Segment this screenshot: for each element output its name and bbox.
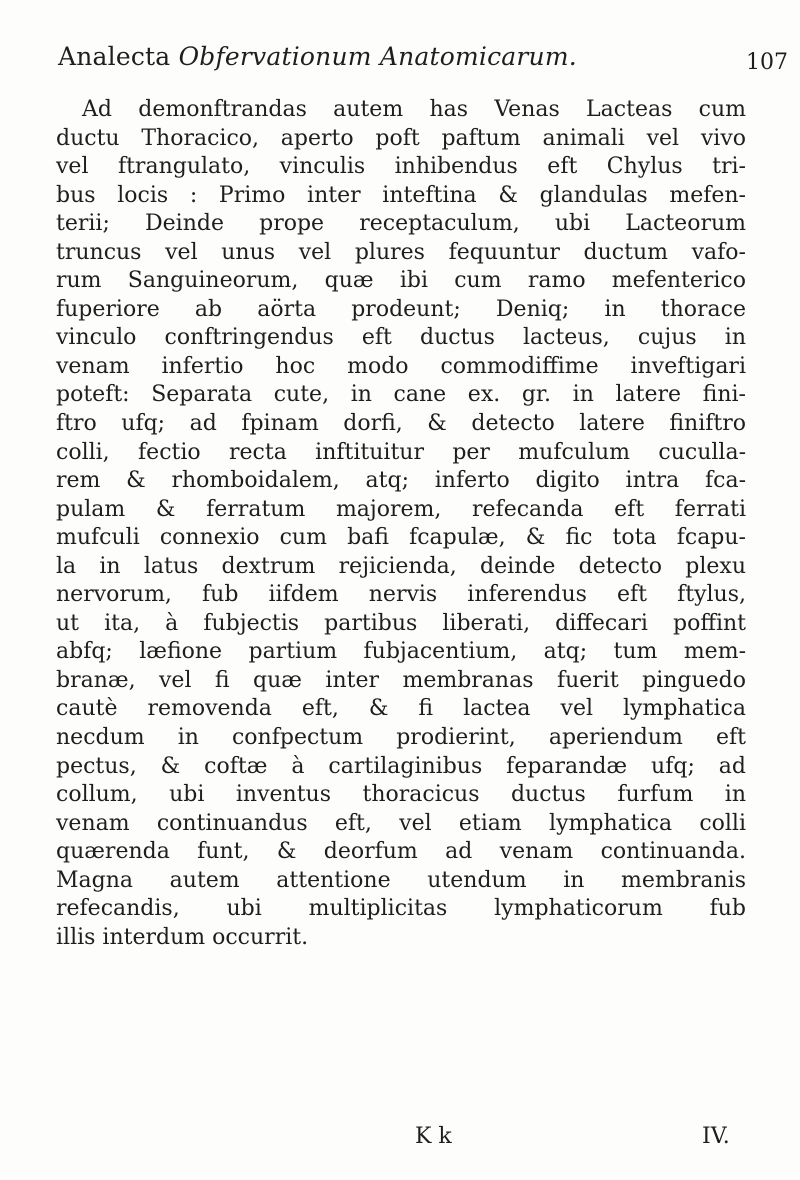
page-footer [0,1124,800,1156]
text-line: ut ita, à fubjectis partibus liberati, diffecari poffint [56,610,746,636]
text-line: pulam & ferratum majorem, refecanda eft ferrati [56,496,746,522]
catchword: IV. [702,1124,730,1149]
text-line: terii; Deinde prope receptaculum, ubi Lacteorum [56,211,746,237]
page-number: 107 [746,50,788,75]
text-line: cautè removenda eft, & fi lactea vel lymphatica [56,696,746,722]
text-line: illis interdum occurrit. [56,924,309,950]
text-line: nervorum, fub iifdem nervis inferendus eft ftylus, [56,582,746,608]
text-line: mufculi connexio cum bafi fcapulæ, & fic tota fcapu- [56,525,746,551]
running-title [58,42,577,71]
text-line: vinculo conftringendus eft ductus lacteus, cujus in [56,325,746,351]
text-line: truncus vel unus vel plures fequuntur ductum vafo- [56,239,746,265]
running-title-italic: Obfervationum Anatomicarum. [178,42,577,71]
text-line: Magna autem attentione utendum in membranis [56,867,746,893]
text-line: poteft: Separata cute, in cane ex. gr. in latere fini- [56,382,746,408]
page-header [58,42,788,88]
text-line: venam continuandus eft, vel etiam lymphatica colli [56,810,746,836]
text-line: necdum in confpectum prodierint, aperiendum eft [56,725,746,751]
text-line: vel ftrangulato, vinculis inhibendus eft Chylus tri- [56,154,746,180]
text-line: collum, ubi inventus thoracicus ductus furfum in [56,782,746,808]
text-line: abfq; læfione partium fubjacentium, atq; tum mem- [56,639,746,665]
text-line: la in latus dextrum rejicienda, deinde detecto plexu [56,553,746,579]
text-line: ftro ufq; ad fpinam dorfi, & detecto latere finiftro [56,411,746,437]
text-line: fuperiore ab aörta prodeunt; Deniq; in thorace [56,296,746,322]
text-line: colli, fectio recta inftituitur per mufculum cuculla- [56,439,746,465]
text-line: rem & rhomboidalem, atq; inferto digito intra fca- [56,468,746,494]
text-line: Ad demonftrandas autem has Venas Lacteas cum [82,97,746,122]
text-line: quærenda funt, & deorfum ad venam continuanda. [56,839,746,865]
text-line: refecandis, ubi multiplicitas lymphaticorum fub [56,896,746,922]
body-paragraph [56,96,746,952]
signature-mark: K k [415,1124,452,1149]
text-line: branæ, vel fi quæ inter membranas fuerit pinguedo [56,667,746,693]
text-line: bus locis : Primo inter inteftina & glandulas mefen- [56,182,746,208]
text-line: venam infertio hoc modo commodiffime inveftigari [56,353,746,379]
running-title-roman: Analecta [58,42,171,71]
text-line: rum Sanguineorum, quæ ibi cum ramo mefenterico [56,268,746,294]
text-line: ductu Thoracico, aperto poft paftum animali vel vivo [56,125,746,151]
text-line: pectus, & coftæ à cartilaginibus feparandæ ufq; ad [56,753,746,779]
